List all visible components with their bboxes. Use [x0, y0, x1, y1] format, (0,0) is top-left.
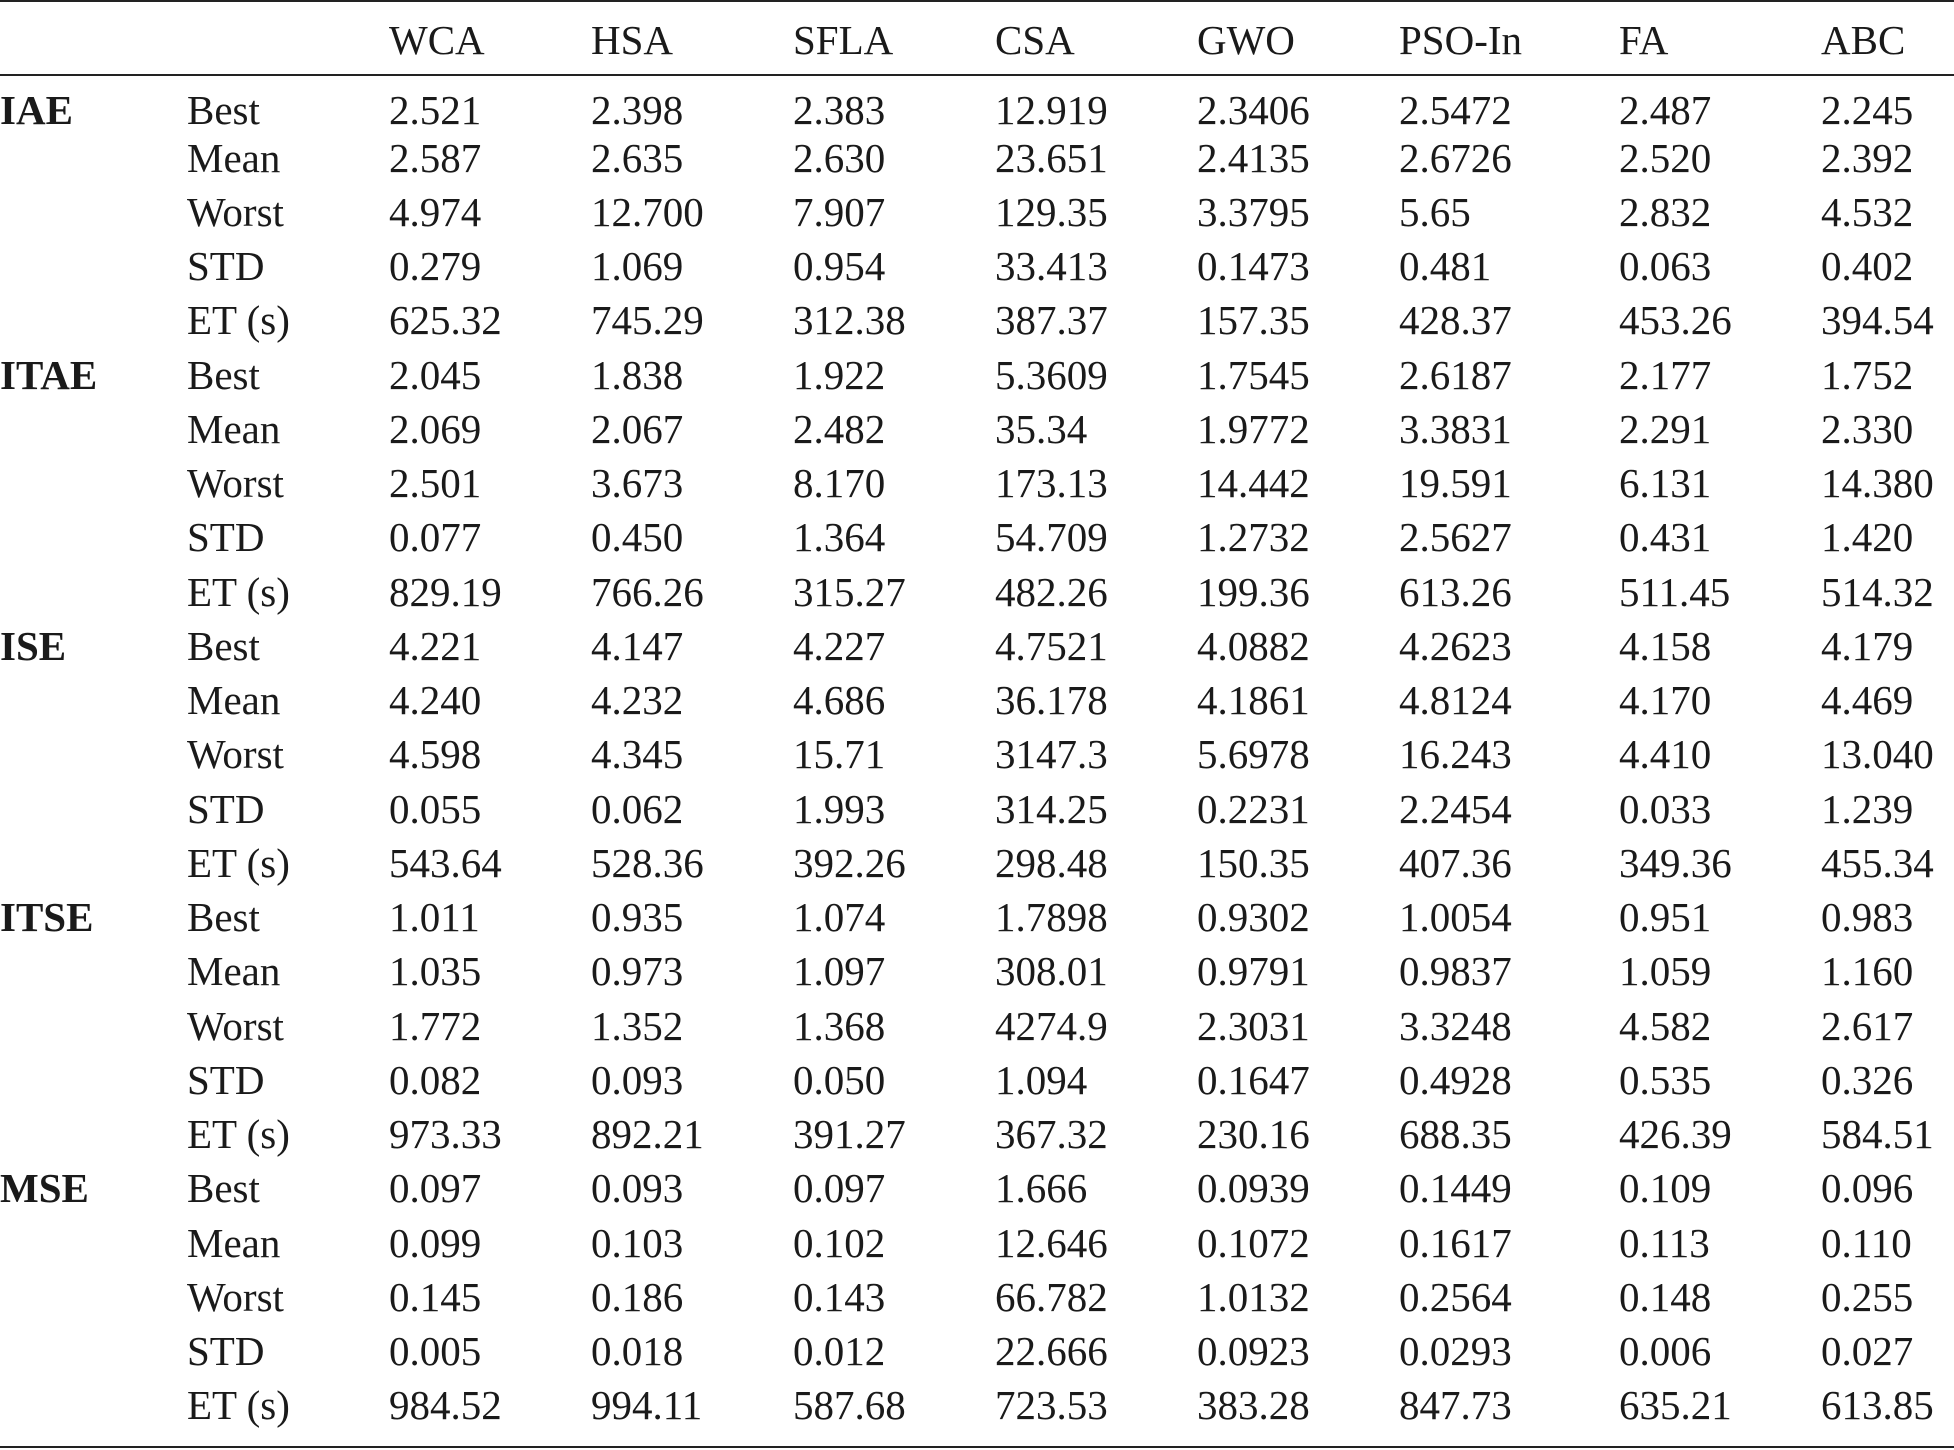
statistic-label: Best [187, 1165, 260, 1212]
value-cell: 2.069 [389, 405, 482, 452]
value-cell: 0.9302 [1197, 894, 1310, 941]
value-cell: 1.9772 [1197, 405, 1310, 452]
value-cell: 0.279 [389, 243, 482, 290]
value-cell: 1.666 [995, 1165, 1088, 1212]
value-cell: 129.35 [995, 188, 1108, 235]
statistic-label: Worst [187, 731, 284, 778]
statistic-label: Best [187, 351, 260, 398]
value-cell: 0.1449 [1399, 1165, 1512, 1212]
value-cell: 4.0882 [1197, 622, 1310, 669]
value-cell: 0.535 [1619, 1056, 1712, 1103]
value-cell: 4.2623 [1399, 622, 1512, 669]
value-cell: 0.077 [389, 514, 482, 561]
value-cell: 4.240 [389, 677, 482, 724]
value-cell: 0.1647 [1197, 1056, 1310, 1103]
value-cell: 2.617 [1821, 1002, 1914, 1049]
metric-label: ITAE [0, 351, 98, 398]
statistic-label: Worst [187, 188, 284, 235]
value-cell: 4.232 [591, 677, 684, 724]
value-cell: 312.38 [793, 297, 906, 344]
value-cell: 635.21 [1619, 1382, 1732, 1429]
value-cell: 428.37 [1399, 297, 1512, 344]
value-cell: 12.700 [591, 188, 704, 235]
value-cell: 2.521 [389, 87, 482, 133]
value-cell: 2.067 [591, 405, 684, 452]
value-cell: 514.32 [1821, 568, 1934, 615]
value-cell: 2.177 [1619, 351, 1712, 398]
value-cell: 298.48 [995, 839, 1108, 886]
table-row [0, 782, 1954, 836]
value-cell: 150.35 [1197, 839, 1310, 886]
value-cell: 0.951 [1619, 894, 1712, 941]
value-cell: 2.520 [1619, 134, 1712, 181]
value-cell: 4.582 [1619, 1002, 1712, 1049]
column-header: HSA [591, 17, 674, 63]
value-cell: 1.352 [591, 1002, 684, 1049]
value-cell: 2.398 [591, 87, 684, 133]
value-cell: 1.922 [793, 351, 886, 398]
metric-label [0, 1108, 187, 1162]
metric-label [0, 1325, 187, 1379]
value-cell: 367.32 [995, 1111, 1108, 1158]
statistic-label: Mean [187, 1219, 281, 1266]
value-cell: 2.3031 [1197, 1002, 1310, 1049]
table-row [0, 511, 1954, 565]
metric-label [0, 511, 187, 565]
metric-label: ITSE [0, 894, 94, 941]
value-cell: 847.73 [1399, 1382, 1512, 1429]
metric-label [0, 782, 187, 836]
value-cell: 2.630 [793, 134, 886, 181]
value-cell: 4.170 [1619, 677, 1712, 724]
metric-label [0, 185, 187, 239]
value-cell: 2.291 [1619, 405, 1712, 452]
value-cell: 0.055 [389, 785, 482, 832]
value-cell: 528.36 [591, 839, 704, 886]
table-row [0, 76, 1954, 131]
metric-label [0, 728, 187, 782]
value-cell: 35.34 [995, 405, 1088, 452]
value-cell: 4.7521 [995, 622, 1108, 669]
table-row [0, 619, 1954, 673]
statistic-label: ET (s) [187, 1382, 290, 1429]
value-cell: 22.666 [995, 1328, 1108, 1375]
value-cell: 1.2732 [1197, 514, 1310, 561]
value-cell: 2.6726 [1399, 134, 1512, 181]
value-cell: 4.158 [1619, 622, 1712, 669]
metric-label [0, 131, 187, 185]
statistic-label: Mean [187, 677, 281, 724]
value-cell: 0.102 [793, 1219, 886, 1266]
value-cell: 5.6978 [1197, 731, 1310, 778]
value-cell: 33.413 [995, 243, 1108, 290]
value-cell: 2.392 [1821, 134, 1914, 181]
metric-label: ISE [0, 622, 67, 669]
value-cell: 173.13 [995, 460, 1108, 507]
metric-label [0, 674, 187, 728]
statistic-label: ET (s) [187, 297, 290, 344]
value-cell: 0.4928 [1399, 1056, 1512, 1103]
value-cell: 1.035 [389, 948, 482, 995]
value-cell: 0.103 [591, 1219, 684, 1266]
metric-label [0, 240, 187, 294]
value-cell: 0.9837 [1399, 948, 1512, 995]
value-cell: 613.85 [1821, 1382, 1934, 1429]
value-cell: 0.109 [1619, 1165, 1712, 1212]
statistic-label: Mean [187, 948, 281, 995]
statistic-label: ET (s) [187, 1111, 290, 1158]
value-cell: 0.113 [1619, 1219, 1710, 1266]
value-cell: 0.012 [793, 1328, 886, 1375]
value-cell: 16.243 [1399, 731, 1512, 778]
column-header: ABC [1821, 17, 1906, 63]
value-cell: 584.51 [1821, 1111, 1934, 1158]
value-cell: 0.431 [1619, 514, 1712, 561]
value-cell: 0.093 [591, 1056, 684, 1103]
value-cell: 7.907 [793, 188, 886, 235]
table-row [0, 836, 1954, 890]
value-cell: 230.16 [1197, 1111, 1310, 1158]
value-cell: 1.0054 [1399, 894, 1512, 941]
value-cell: 0.186 [591, 1273, 684, 1320]
value-cell: 0.2231 [1197, 785, 1310, 832]
value-cell: 2.6187 [1399, 351, 1512, 398]
value-cell: 5.3609 [995, 351, 1108, 398]
value-cell: 1.160 [1821, 948, 1914, 995]
value-cell: 766.26 [591, 568, 704, 615]
table-row [0, 999, 1954, 1053]
table-body [0, 76, 1954, 1433]
value-cell: 2.2454 [1399, 785, 1512, 832]
value-cell: 1.838 [591, 351, 684, 398]
metric-label [0, 565, 187, 619]
value-cell: 1.097 [793, 948, 886, 995]
metric-label [0, 457, 187, 511]
value-cell: 994.11 [591, 1382, 703, 1429]
value-cell: 0.097 [389, 1165, 482, 1212]
value-cell: 0.006 [1619, 1328, 1712, 1375]
value-cell: 0.018 [591, 1328, 684, 1375]
statistic-label: STD [187, 1056, 265, 1103]
value-cell: 1.752 [1821, 351, 1914, 398]
value-cell: 2.245 [1821, 87, 1914, 133]
column-header: CSA [995, 17, 1075, 63]
metric-label [0, 1216, 187, 1270]
value-cell: 0.983 [1821, 894, 1914, 941]
statistic-label: Best [187, 894, 260, 941]
value-cell: 0.062 [591, 785, 684, 832]
value-cell: 0.005 [389, 1328, 482, 1375]
value-cell: 0.148 [1619, 1273, 1712, 1320]
value-cell: 625.32 [389, 297, 502, 344]
value-cell: 392.26 [793, 839, 906, 886]
value-cell: 0.027 [1821, 1328, 1914, 1375]
value-cell: 1.074 [793, 894, 886, 941]
value-cell: 0.326 [1821, 1056, 1914, 1103]
statistic-label: Worst [187, 1273, 284, 1320]
table-row [0, 1216, 1954, 1270]
value-cell: 4.598 [389, 731, 482, 778]
value-cell: 1.7898 [995, 894, 1108, 941]
value-cell: 5.65 [1399, 188, 1471, 235]
statistic-label: Worst [187, 1002, 284, 1049]
value-cell: 829.19 [389, 568, 502, 615]
value-cell: 308.01 [995, 948, 1108, 995]
value-cell: 2.5627 [1399, 514, 1512, 561]
value-cell: 2.635 [591, 134, 684, 181]
statistic-label: Worst [187, 460, 284, 507]
value-cell: 4.1861 [1197, 677, 1310, 724]
table-row [0, 1053, 1954, 1107]
value-cell: 15.71 [793, 731, 886, 778]
statistic-label: STD [187, 1328, 265, 1375]
statistic-label: Best [187, 622, 260, 669]
value-cell: 2.501 [389, 460, 482, 507]
value-cell: 2.487 [1619, 87, 1712, 133]
table-row [0, 457, 1954, 511]
value-cell: 2.832 [1619, 188, 1712, 235]
header-blank-cell [0, 0, 187, 76]
value-cell: 4.345 [591, 731, 684, 778]
header-row [0, 0, 1954, 76]
value-cell: 1.7545 [1197, 351, 1310, 398]
value-cell: 0.143 [793, 1273, 886, 1320]
value-cell: 4.469 [1821, 677, 1914, 724]
statistic-label: ET (s) [187, 839, 290, 886]
value-cell: 0.450 [591, 514, 684, 561]
value-cell: 8.170 [793, 460, 886, 507]
value-cell: 14.380 [1821, 460, 1934, 507]
value-cell: 349.36 [1619, 839, 1732, 886]
value-cell: 0.973 [591, 948, 684, 995]
table-row [0, 945, 1954, 999]
value-cell: 387.37 [995, 297, 1108, 344]
value-cell: 2.587 [389, 134, 482, 181]
value-cell: 688.35 [1399, 1111, 1512, 1158]
value-cell: 1.069 [591, 243, 684, 290]
value-cell: 0.9791 [1197, 948, 1310, 995]
value-cell: 0.402 [1821, 243, 1914, 290]
table-row [0, 891, 1954, 945]
value-cell: 3147.3 [995, 731, 1108, 778]
value-cell: 1.420 [1821, 514, 1914, 561]
value-cell: 6.131 [1619, 460, 1712, 507]
metric-label [0, 836, 187, 890]
value-cell: 3.3831 [1399, 405, 1512, 452]
table-row [0, 1325, 1954, 1379]
value-cell: 3.3795 [1197, 188, 1310, 235]
value-cell: 2.3406 [1197, 87, 1310, 133]
header-blank-cell [187, 0, 389, 76]
statistic-label: Mean [187, 405, 281, 452]
value-cell: 157.35 [1197, 297, 1310, 344]
value-cell: 4.532 [1821, 188, 1914, 235]
value-cell: 984.52 [389, 1382, 502, 1429]
table-header [0, 0, 1954, 76]
value-cell: 482.26 [995, 568, 1108, 615]
value-cell: 4.147 [591, 622, 684, 669]
value-cell: 0.093 [591, 1165, 684, 1212]
value-cell: 2.4135 [1197, 134, 1310, 181]
value-cell: 3.3248 [1399, 1002, 1512, 1049]
value-cell: 199.36 [1197, 568, 1310, 615]
value-cell: 0.033 [1619, 785, 1712, 832]
value-cell: 0.0923 [1197, 1328, 1310, 1375]
value-cell: 12.646 [995, 1219, 1108, 1266]
value-cell: 0.935 [591, 894, 684, 941]
value-cell: 3.673 [591, 460, 684, 507]
column-header: FA [1619, 17, 1669, 63]
value-cell: 613.26 [1399, 568, 1512, 615]
value-cell: 1.364 [793, 514, 886, 561]
metric-label [0, 402, 187, 456]
statistic-label: STD [187, 243, 265, 290]
value-cell: 543.64 [389, 839, 502, 886]
value-cell: 2.330 [1821, 405, 1914, 452]
metric-label [0, 999, 187, 1053]
metric-label [0, 1270, 187, 1324]
table-row [0, 402, 1954, 456]
table-row [0, 1270, 1954, 1324]
value-cell: 4274.9 [995, 1002, 1108, 1049]
table-row [0, 1379, 1954, 1433]
value-cell: 1.011 [389, 894, 480, 941]
table-row [0, 565, 1954, 619]
table-row [0, 185, 1954, 239]
value-cell: 0.1072 [1197, 1219, 1310, 1266]
value-cell: 1.059 [1619, 948, 1712, 995]
value-cell: 13.040 [1821, 731, 1934, 778]
value-cell: 1.239 [1821, 785, 1914, 832]
table-row [0, 240, 1954, 294]
metric-label: IAE [0, 87, 73, 133]
value-cell: 1.772 [389, 1002, 482, 1049]
metric-label [0, 945, 187, 999]
value-cell: 4.221 [389, 622, 482, 669]
value-cell: 4.410 [1619, 731, 1712, 778]
value-cell: 12.919 [995, 87, 1108, 133]
table-row [0, 728, 1954, 782]
value-cell: 66.782 [995, 1273, 1108, 1320]
statistic-label: Mean [187, 134, 281, 181]
value-cell: 4.974 [389, 188, 482, 235]
value-cell: 0.954 [793, 243, 886, 290]
metric-label [0, 1379, 187, 1433]
value-cell: 4.8124 [1399, 677, 1512, 724]
statistic-label: ET (s) [187, 568, 290, 615]
value-cell: 745.29 [591, 297, 704, 344]
value-cell: 2.383 [793, 87, 886, 133]
value-cell: 0.255 [1821, 1273, 1914, 1320]
value-cell: 453.26 [1619, 297, 1732, 344]
table-row [0, 294, 1954, 348]
value-cell: 511.45 [1619, 568, 1731, 615]
value-cell: 0.145 [389, 1273, 482, 1320]
column-header: GWO [1197, 17, 1295, 63]
value-cell: 394.54 [1821, 297, 1934, 344]
value-cell: 4.686 [793, 677, 886, 724]
value-cell: 0.1473 [1197, 243, 1310, 290]
value-cell: 2.482 [793, 405, 886, 452]
value-cell: 0.063 [1619, 243, 1712, 290]
value-cell: 0.096 [1821, 1165, 1914, 1212]
value-cell: 455.34 [1821, 839, 1934, 886]
table-row [0, 674, 1954, 728]
value-cell: 407.36 [1399, 839, 1512, 886]
value-cell: 0.082 [389, 1056, 482, 1103]
value-cell: 23.651 [995, 134, 1108, 181]
value-cell: 2.045 [389, 351, 482, 398]
value-cell: 587.68 [793, 1382, 906, 1429]
value-cell: 1.094 [995, 1056, 1088, 1103]
value-cell: 4.179 [1821, 622, 1914, 669]
value-cell: 1.368 [793, 1002, 886, 1049]
value-cell: 0.481 [1399, 243, 1492, 290]
metric-label: MSE [0, 1165, 89, 1212]
value-cell: 391.27 [793, 1111, 906, 1158]
value-cell: 383.28 [1197, 1382, 1310, 1429]
table-row [0, 348, 1954, 402]
table-bottom-rule [0, 1446, 1954, 1448]
metric-label [0, 1053, 187, 1107]
value-cell: 0.050 [793, 1056, 886, 1103]
column-header: WCA [389, 17, 485, 63]
value-cell: 2.5472 [1399, 87, 1512, 133]
value-cell: 314.25 [995, 785, 1108, 832]
value-cell: 36.178 [995, 677, 1108, 724]
table-row [0, 1162, 1954, 1216]
value-cell: 54.709 [995, 514, 1108, 561]
value-cell: 0.099 [389, 1219, 482, 1266]
value-cell: 0.0293 [1399, 1328, 1512, 1375]
value-cell: 0.2564 [1399, 1273, 1512, 1320]
metric-label [0, 294, 187, 348]
value-cell: 315.27 [793, 568, 906, 615]
value-cell: 14.442 [1197, 460, 1310, 507]
table-row [0, 1108, 1954, 1162]
value-cell: 973.33 [389, 1111, 502, 1158]
value-cell: 0.110 [1821, 1219, 1912, 1266]
table-row [0, 131, 1954, 185]
statistic-label: STD [187, 514, 265, 561]
value-cell: 1.993 [793, 785, 886, 832]
value-cell: 19.591 [1399, 460, 1512, 507]
column-header: PSO-In [1399, 17, 1523, 63]
value-cell: 0.097 [793, 1165, 886, 1212]
value-cell: 892.21 [591, 1111, 704, 1158]
value-cell: 723.53 [995, 1382, 1108, 1429]
value-cell: 0.1617 [1399, 1219, 1512, 1266]
value-cell: 0.0939 [1197, 1165, 1310, 1212]
statistic-label: STD [187, 785, 265, 832]
column-header: SFLA [793, 17, 894, 63]
value-cell: 1.0132 [1197, 1273, 1310, 1320]
statistic-label: Best [187, 87, 260, 133]
value-cell: 426.39 [1619, 1111, 1732, 1158]
value-cell: 4.227 [793, 622, 886, 669]
